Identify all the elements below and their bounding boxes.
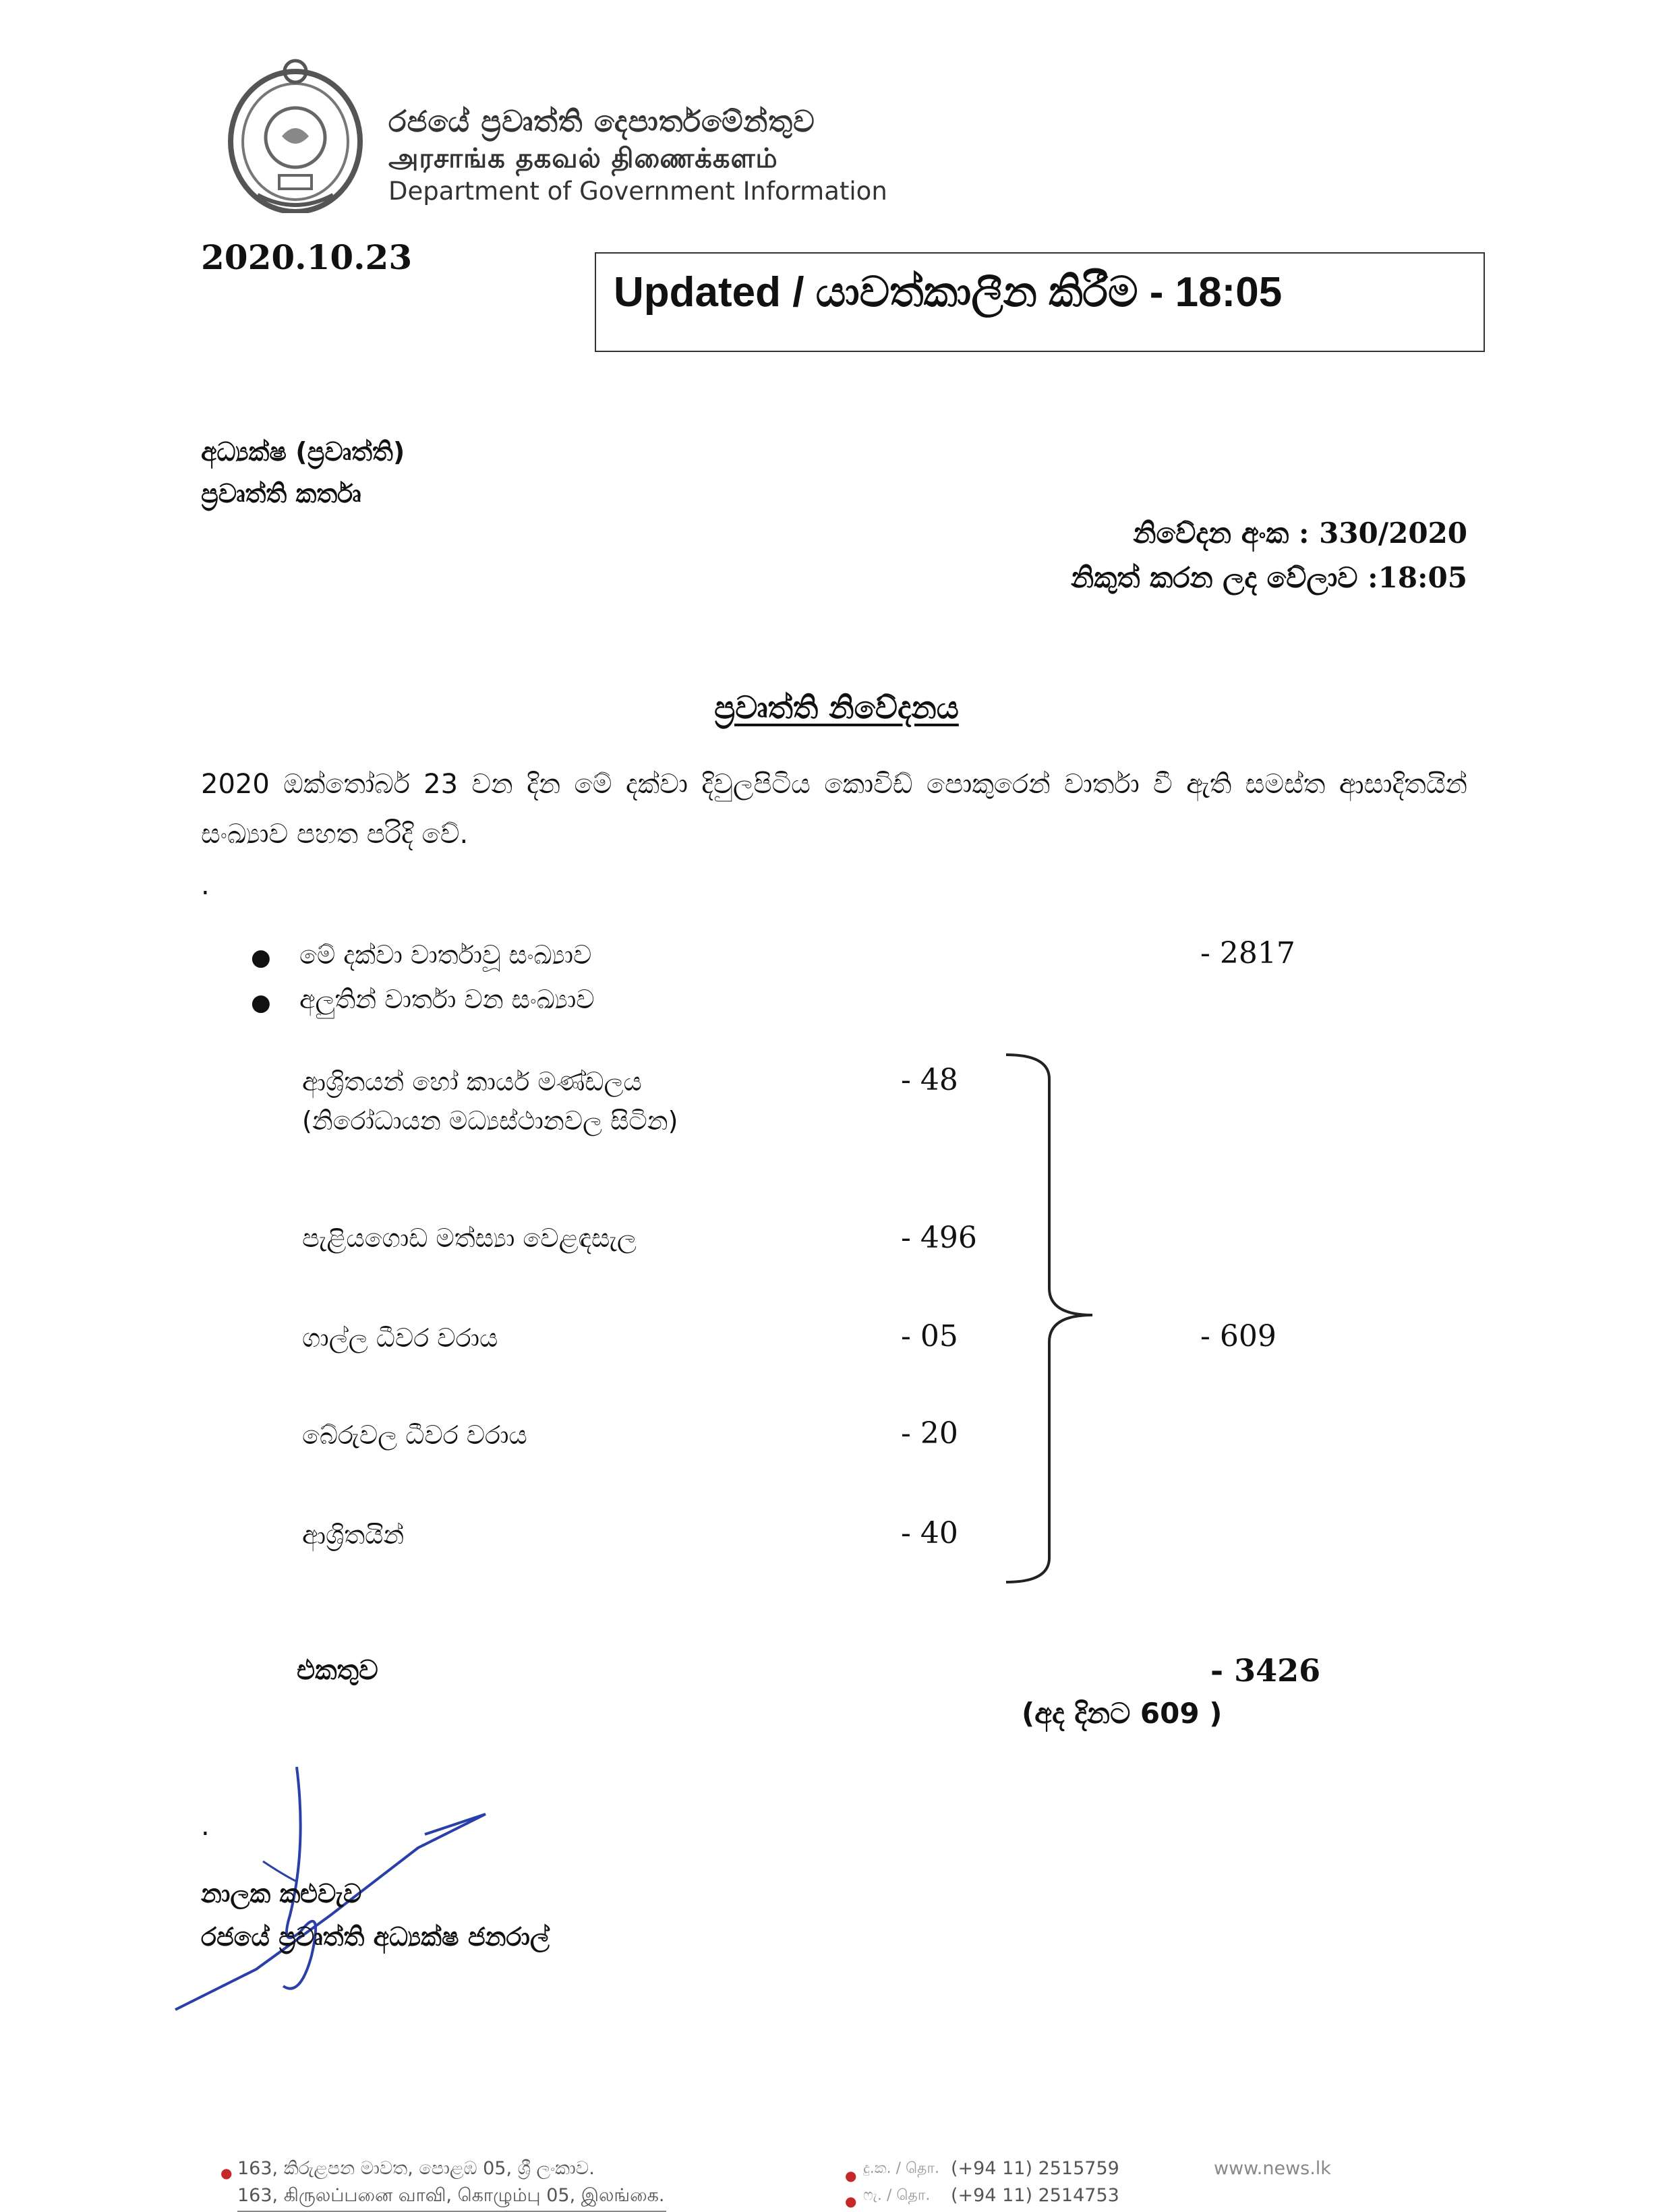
notice-title bbox=[0, 689, 1673, 727]
sub-item-label: බේරුවල ධීවර වරාය bbox=[302, 1420, 527, 1450]
total-label: එකතුව bbox=[297, 1655, 378, 1686]
department-name-tamil: அரசாங்க தகவல் திணைக்களம் bbox=[388, 143, 778, 174]
department-name-english: Department of Government Information bbox=[388, 177, 887, 206]
stray-dot: . bbox=[201, 870, 210, 901]
today-note: (අද දිනට 609 ) bbox=[1022, 1697, 1223, 1730]
new-cases-subtotal: - 609 bbox=[1200, 1319, 1276, 1354]
addressee-line-2: ප්‍රවෘත්ති කර්තෘ bbox=[201, 479, 361, 508]
notice-title-text: ප්‍රවෘත්ති නිවේදනය bbox=[714, 689, 959, 726]
sub-item-value: - 20 bbox=[901, 1416, 958, 1451]
bullet-value-reported-so-far: - 2817 bbox=[1200, 936, 1295, 970]
signatory-name: නාලක කළුවැව bbox=[201, 1879, 362, 1909]
sub-item-label-continued: (නිරෝධායන මධ්‍යස්ථානවල සිටින) bbox=[302, 1106, 678, 1136]
sub-item-value: - 48 bbox=[901, 1063, 958, 1097]
right-brace-icon bbox=[1005, 1052, 1099, 1585]
footer-bullet-icon: ● bbox=[845, 2193, 857, 2209]
footer-telephone-label: දු.ක. / தொ. bbox=[863, 2160, 939, 2177]
footer-website-link[interactable]: www.news.lk bbox=[1214, 2158, 1331, 2179]
addressee-line-1: අධ්‍යක්ෂ (ප්‍රවෘත්ති) bbox=[201, 437, 405, 467]
sub-item-value: - 05 bbox=[901, 1319, 958, 1354]
footer-bullet-icon: ● bbox=[221, 2165, 233, 2181]
total-value: - 3426 bbox=[1210, 1652, 1321, 1689]
footer-address-sinhala: 163, කිරුළපන මාවත, පොළඹ 05, ශ්‍රී ලංකාව. bbox=[237, 2158, 595, 2179]
footer-bullet-icon: ● bbox=[845, 2167, 857, 2184]
stray-dot: . bbox=[201, 1811, 210, 1842]
bullet-label-newly-reported: අලුතින් වාර්තා වන සංඛ්‍යාව bbox=[299, 985, 595, 1014]
footer-fax-label: ෆැ. / தொ. bbox=[863, 2187, 931, 2204]
sub-item-value: - 40 bbox=[901, 1516, 958, 1550]
intro-paragraph: 2020 ඔක්තෝබර් 23 වන දින මේ දක්වා දිවුලපිටිය කොවිඩ් පොකුරෙන් වාර්තා වී ඇති සමස්ත ආසාදිතයින් සංඛ්‍යාව පහත පරිදි වේ. bbox=[201, 769, 1467, 850]
department-name-sinhala: රජයේ ප්‍රවෘත්ති දෙපාර්තමේන්තුව bbox=[388, 105, 815, 139]
bullet-icon: ● bbox=[251, 944, 271, 971]
sub-item-label: ආශ්‍රිතයන් හෝ කාර්ය මණ්ඩලය bbox=[302, 1067, 642, 1097]
sri-lanka-emblem-icon bbox=[217, 57, 374, 213]
sub-item-value: - 496 bbox=[901, 1221, 977, 1255]
bullet-label-reported-so-far: මේ දක්වා වාර්තාවූ සංඛ්‍යාව bbox=[299, 940, 592, 970]
footer-fax: (+94 11) 2514753 bbox=[951, 2185, 1119, 2206]
notice-number: නිවේදන අංක : 330/2020 bbox=[1133, 517, 1467, 550]
issue-time: නිකුත් කරන ලද වේලාව :18:05 bbox=[1071, 561, 1467, 594]
bullet-icon: ● bbox=[251, 989, 271, 1016]
footer-telephone: (+94 11) 2515759 bbox=[951, 2158, 1119, 2179]
sub-item-label: පැළියගොඩ මත්ස්‍යා වෙළඳසැල bbox=[302, 1223, 637, 1253]
signatory-title: රජයේ ප්‍රවෘත්ති අධ්‍යක්ෂ ජනරාල් bbox=[201, 1922, 550, 1952]
sub-item-label: ගාල්ල ධීවර වරාය bbox=[302, 1323, 498, 1353]
document-date: 2020.10.23 bbox=[201, 237, 413, 277]
footer-address-tamil: 163, கிருலப்பனை வாவி, கொழும்பு 05, இலங்கை. bbox=[237, 2185, 665, 2206]
sub-item-label: ආශ්‍රිතයින් bbox=[302, 1520, 405, 1550]
update-banner-text: Updated / යාවත්කාලීන කිරීම - 18:05 bbox=[614, 269, 1283, 316]
